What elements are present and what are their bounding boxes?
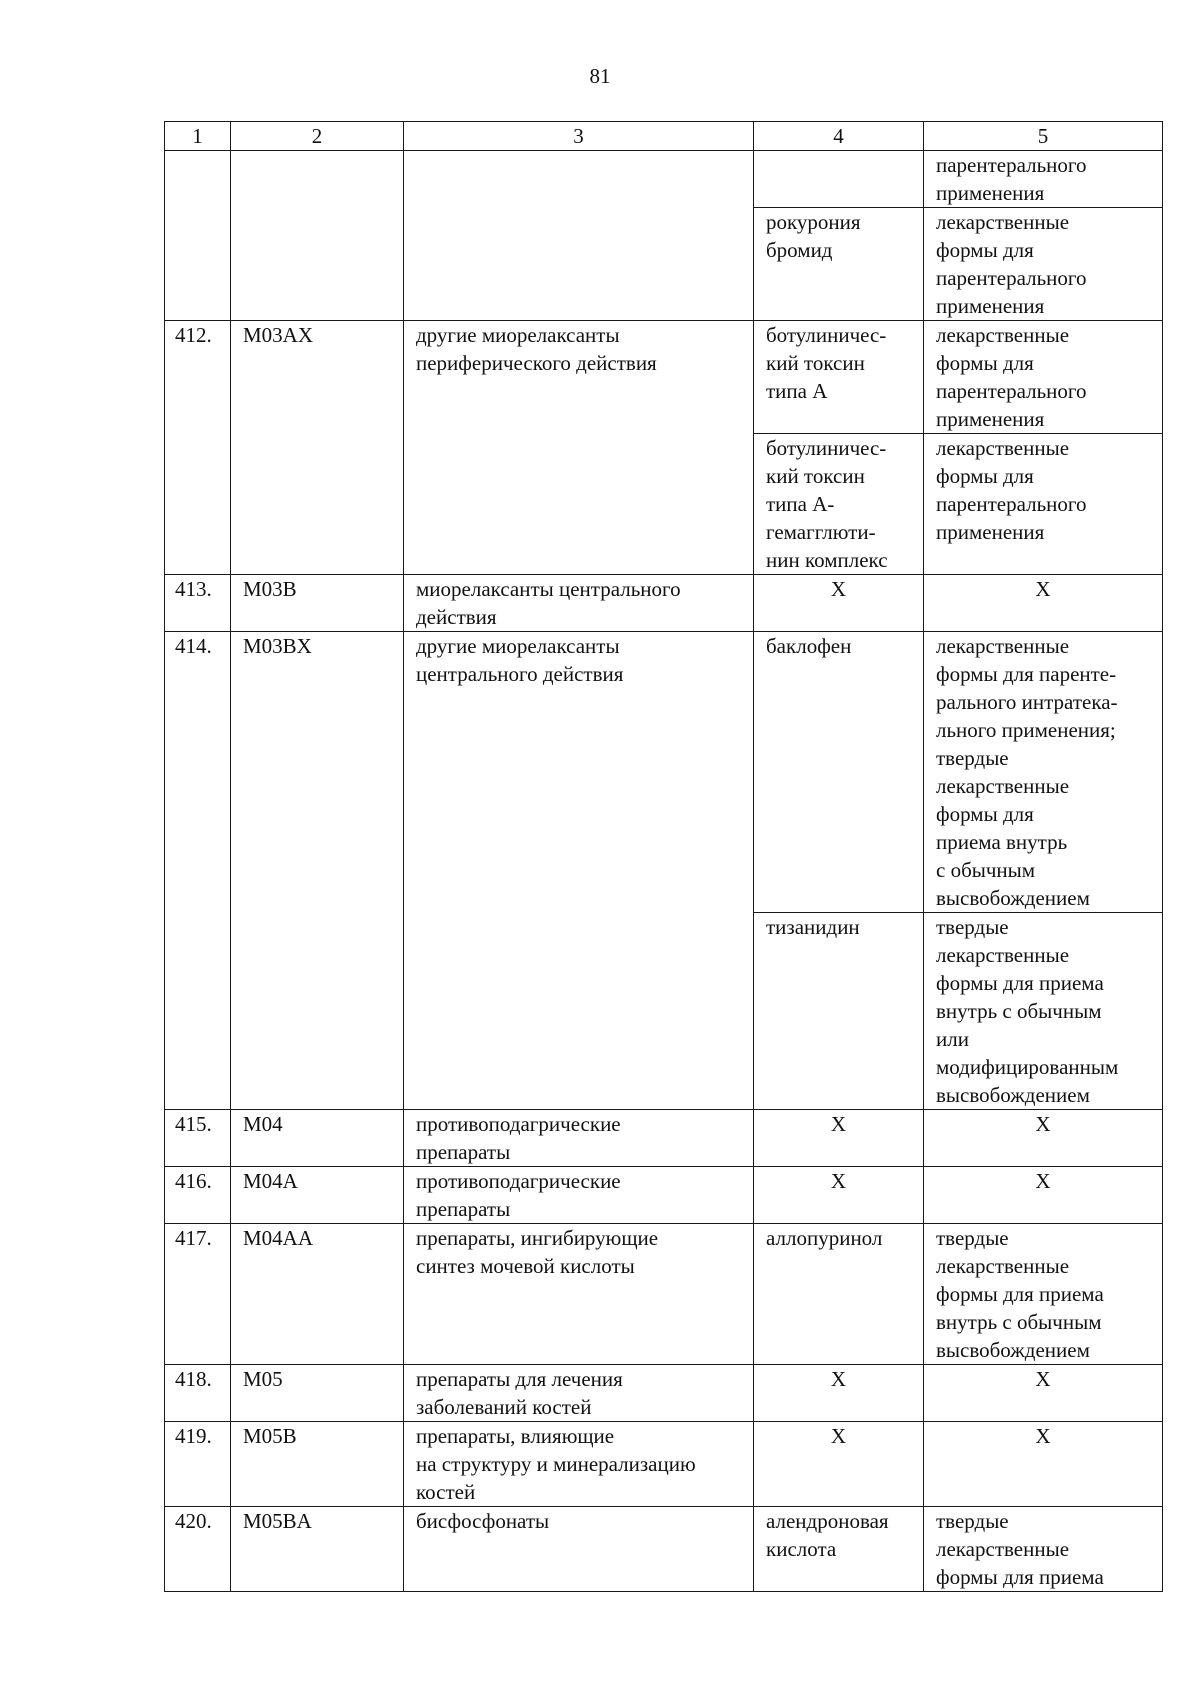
dosage-form-cell [924, 321, 1163, 434]
drug-name-line: нин комплекс [766, 548, 888, 572]
atc-code-cell: M03BX [231, 632, 404, 1110]
dosage-form-cell [924, 208, 1163, 321]
atc-group-line: синтез мочевой кислоты [416, 1254, 635, 1278]
table-row [165, 632, 1163, 913]
dosage-form-cell [924, 1224, 1163, 1365]
table-header [165, 122, 1163, 151]
dosage-form-line: высвобождением [936, 1083, 1090, 1107]
dosage-form-line: высвобождением [936, 886, 1090, 910]
dosage-form-line: лекарственные [936, 323, 1070, 347]
atc-group-line: центрального действия [416, 662, 624, 686]
drug-name-line: X [830, 1169, 847, 1193]
dosage-form-cell [924, 913, 1163, 1110]
dosage-form-line: модифицированным [936, 1055, 1119, 1079]
atc-code-cell: M04A [231, 1167, 404, 1224]
table-row [165, 1507, 1163, 1592]
drug-name-line: бромид [766, 238, 833, 262]
dosage-form-line: формы для приема [936, 1282, 1104, 1306]
dosage-form-line: парентерального [936, 153, 1087, 177]
dosage-form-line: применения [936, 294, 1045, 318]
dosage-form-line: применения [936, 181, 1045, 205]
atc-group-cell [404, 151, 754, 321]
dosage-form-cell [924, 1507, 1163, 1592]
atc-group-line: препараты [416, 1197, 511, 1221]
atc-group-cell [404, 575, 754, 632]
atc-code-cell: M04 [231, 1110, 404, 1167]
dosage-form-line: формы для приема [936, 1565, 1104, 1589]
row-number-cell: 414. [165, 632, 231, 1110]
drug-name-cell [754, 632, 924, 913]
atc-group-cell [404, 1110, 754, 1167]
column-header-5: 5 [924, 122, 1163, 151]
dosage-form-line: приема внутрь [936, 830, 1068, 854]
atc-group-line: миорелаксанты центрального [416, 577, 681, 601]
dosage-form-cell [924, 632, 1163, 913]
atc-code-cell: M03B [231, 575, 404, 632]
drug-name-cell [754, 1365, 924, 1422]
drug-name-line: баклофен [766, 634, 852, 658]
dosage-form-cell [924, 151, 1163, 208]
atc-group-line: препараты, влияющие [416, 1424, 615, 1448]
dosage-form-line: формы для приема [936, 971, 1104, 995]
table-row [165, 321, 1163, 434]
atc-group-cell [404, 1224, 754, 1365]
row-number-cell: 418. [165, 1365, 231, 1422]
dosage-form-line: формы для [936, 238, 1034, 262]
drug-name-cell [754, 208, 924, 321]
drug-name-line: типа А [766, 379, 828, 403]
dosage-form-line: высвобождением [936, 1338, 1090, 1362]
dosage-form-line: X [1035, 1169, 1051, 1193]
drug-list-table [164, 121, 1163, 1592]
atc-code-cell: M05B [231, 1422, 404, 1507]
dosage-form-cell [924, 575, 1163, 632]
drug-name-line: кислота [766, 1537, 837, 1561]
drug-name-line: кий токсин [766, 464, 865, 488]
atc-code-cell: M05 [231, 1365, 404, 1422]
drug-name-line: X [830, 1367, 847, 1391]
dosage-form-cell [924, 1422, 1163, 1507]
dosage-form-cell [924, 1110, 1163, 1167]
header-row [165, 122, 1163, 151]
drug-name-line: X [830, 577, 847, 601]
dosage-form-cell [924, 1365, 1163, 1422]
dosage-form-line: X [1035, 1112, 1051, 1136]
drug-name-cell [754, 1422, 924, 1507]
dosage-form-line: лекарственные [936, 436, 1070, 460]
table-row [165, 575, 1163, 632]
drug-name-cell [754, 1110, 924, 1167]
dosage-form-line: лекарственные [936, 1537, 1070, 1561]
column-header-4: 4 [754, 122, 924, 151]
atc-group-line: костей [416, 1480, 476, 1504]
atc-code-cell: M03AX [231, 321, 404, 575]
dosage-form-line: лекарственные [936, 634, 1070, 658]
dosage-form-line: рального интратека- [936, 690, 1118, 714]
atc-group-cell [404, 1167, 754, 1224]
table-row [165, 1110, 1163, 1167]
dosage-form-cell [924, 434, 1163, 575]
dosage-form-line: парентерального [936, 379, 1087, 403]
drug-name-line: X [830, 1424, 847, 1448]
atc-group-cell [404, 321, 754, 575]
drug-name-line: кий токсин [766, 351, 865, 375]
dosage-form-line: X [1035, 577, 1051, 601]
table-body [165, 151, 1163, 1592]
dosage-form-line: X [1035, 1367, 1051, 1391]
drug-name-line: рокурония [766, 210, 861, 234]
drug-name-line: алендроновая [766, 1509, 889, 1533]
dosage-form-line: с обычным [936, 858, 1036, 882]
table-row [165, 1167, 1163, 1224]
dosage-form-line: формы для [936, 802, 1034, 826]
atc-group-cell [404, 632, 754, 1110]
drug-name-cell [754, 321, 924, 434]
atc-group-line: препараты [416, 1140, 511, 1164]
dosage-form-line: твердые [936, 746, 1009, 770]
atc-group-cell [404, 1507, 754, 1592]
dosage-form-line: формы для паренте- [936, 662, 1117, 686]
drug-name-cell [754, 575, 924, 632]
drug-name-cell [754, 434, 924, 575]
drug-name-line: типа А- [766, 492, 835, 516]
dosage-form-line: лекарственные [936, 774, 1070, 798]
dosage-form-line: применения [936, 520, 1045, 544]
drug-name-cell [754, 913, 924, 1110]
table-row [165, 1365, 1163, 1422]
dosage-form-line: твердые [936, 1509, 1009, 1533]
atc-group-cell [404, 1365, 754, 1422]
dosage-form-line: твердые [936, 1226, 1009, 1250]
row-number-cell: 415. [165, 1110, 231, 1167]
page-number: 81 [589, 64, 611, 88]
atc-code-cell: M04AA [231, 1224, 404, 1365]
drug-name-line: ботулиничес- [766, 436, 887, 460]
table-row [165, 151, 1163, 208]
drug-name-line: ботулиничес- [766, 323, 887, 347]
drug-name-cell [754, 1507, 924, 1592]
atc-group-line: заболеваний костей [416, 1395, 592, 1419]
atc-group-cell [404, 1422, 754, 1507]
atc-group-line: действия [416, 605, 497, 629]
dosage-form-line: формы для [936, 351, 1034, 375]
drug-name-cell [754, 151, 924, 208]
dosage-form-line: формы для [936, 464, 1034, 488]
table-row [165, 1422, 1163, 1507]
drug-name-line: аллопуринол [766, 1226, 883, 1250]
row-number-cell: 412. [165, 321, 231, 575]
dosage-form-line: лекарственные [936, 943, 1070, 967]
atc-code-cell: M05BA [231, 1507, 404, 1592]
dosage-form-line: лекарственные [936, 1254, 1070, 1278]
drug-name-line: X [830, 1112, 847, 1136]
atc-group-line: периферического действия [416, 351, 657, 375]
row-number-cell: 417. [165, 1224, 231, 1365]
dosage-form-line: применения [936, 407, 1045, 431]
dosage-form-line: парентерального [936, 266, 1087, 290]
row-number-cell: 420. [165, 1507, 231, 1592]
dosage-form-line: твердые [936, 915, 1009, 939]
atc-group-line: противоподагрические [416, 1169, 621, 1193]
dosage-form-line: внутрь с обычным [936, 1310, 1102, 1334]
atc-group-line: бисфосфонаты [416, 1509, 550, 1533]
drug-name-line: гемагглюти- [766, 520, 876, 544]
column-header-1: 1 [165, 122, 231, 151]
dosage-form-line: парентерального [936, 492, 1087, 516]
column-header-2: 2 [231, 122, 404, 151]
dosage-form-line: или [936, 1027, 969, 1051]
dosage-form-line: X [1035, 1424, 1051, 1448]
atc-code-cell [231, 151, 404, 321]
atc-group-line: другие миорелаксанты [416, 634, 620, 658]
column-header-3: 3 [404, 122, 754, 151]
dosage-form-line: льного применения; [936, 718, 1116, 742]
drug-name-cell [754, 1224, 924, 1365]
row-number-cell: 413. [165, 575, 231, 632]
drug-name-line: тизанидин [766, 915, 860, 939]
row-number-cell [165, 151, 231, 321]
table-row [165, 1224, 1163, 1365]
atc-group-line: на структуру и минерализацию [416, 1452, 696, 1476]
atc-group-line: противоподагрические [416, 1112, 621, 1136]
dosage-form-line: лекарственные [936, 210, 1070, 234]
dosage-form-cell [924, 1167, 1163, 1224]
atc-group-line: препараты для лечения [416, 1367, 623, 1391]
row-number-cell: 416. [165, 1167, 231, 1224]
dosage-form-line: внутрь с обычным [936, 999, 1102, 1023]
atc-group-line: другие миорелаксанты [416, 323, 620, 347]
atc-group-line: препараты, ингибирующие [416, 1226, 659, 1250]
drug-name-cell [754, 1167, 924, 1224]
row-number-cell: 419. [165, 1422, 231, 1507]
